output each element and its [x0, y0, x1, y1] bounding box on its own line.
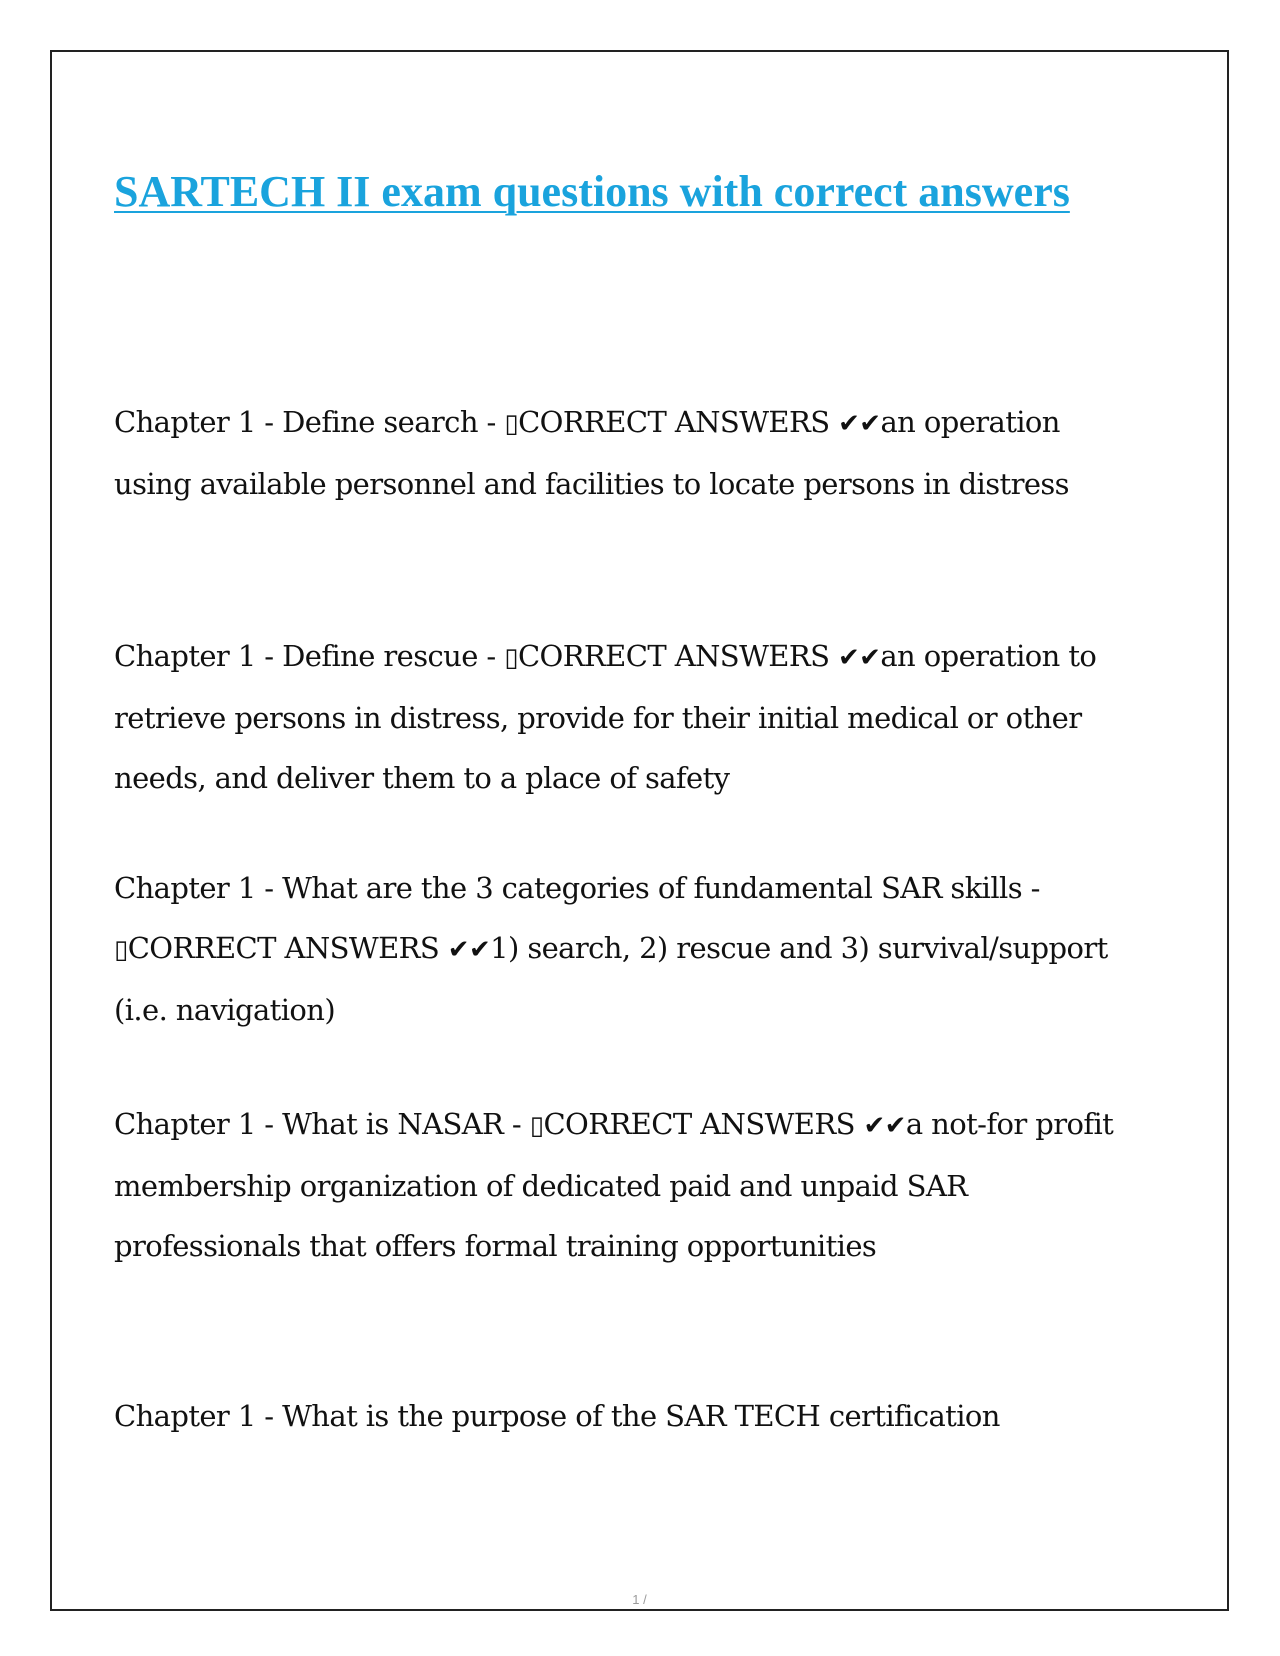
answer-marker-icon: ▯ — [504, 643, 518, 673]
page-number: 1 / — [632, 1592, 647, 1607]
answer-marker-icon: ▯ — [529, 1111, 544, 1141]
check-mark-icon: ✔✔ — [863, 1111, 906, 1141]
answer-label: CORRECT ANSWERS — [543, 1107, 855, 1141]
qa-entry-3 — [114, 858, 1134, 1040]
question-text: Chapter 1 - What is NASAR - — [114, 1107, 530, 1141]
qa-entry-4 — [114, 1094, 1134, 1276]
question-text: Chapter 1 - What are the 3 categories of fundamental SAR skills - — [114, 871, 1040, 905]
answer-label: CORRECT ANSWERS — [518, 405, 830, 439]
question-text: Chapter 1 - Define search - — [114, 405, 505, 439]
check-mark-icon: ✔✔ — [447, 935, 491, 965]
qa-entry-2 — [114, 626, 1134, 808]
answer-text: an operation to retrieve persons in distress, provide for their initial medical or other needs, and deliver them to a place of safety — [114, 639, 1097, 795]
qa-entry-1 — [114, 392, 1134, 514]
question-text: Chapter 1 - What is the purpose of the SAR TECH certification — [114, 1399, 1000, 1433]
answer-text: an operation using available personnel and facilities to locate persons in distress — [114, 405, 1069, 501]
question-text: Chapter 1 - Define rescue - — [114, 639, 505, 673]
check-mark-icon: ✔✔ — [838, 409, 881, 439]
qa-entry-5 — [114, 1386, 1134, 1446]
answer-marker-icon: ▯ — [114, 935, 128, 965]
answer-text: a not-for profit membership organization of dedicated paid and unpaid SAR professionals that offers formal training opportunities — [114, 1107, 1114, 1263]
check-mark-icon: ✔✔ — [837, 643, 881, 673]
answer-label: CORRECT ANSWERS — [517, 639, 830, 673]
answer-marker-icon: ▯ — [504, 409, 519, 439]
document-page — [50, 50, 1229, 1611]
document-title[interactable]: SARTECH II exam questions with correct answers — [114, 167, 1070, 216]
answer-text: 1) search, 2) rescue and 3) survival/support (i.e. navigation) — [114, 931, 1108, 1027]
answer-label: CORRECT ANSWERS — [127, 931, 440, 965]
